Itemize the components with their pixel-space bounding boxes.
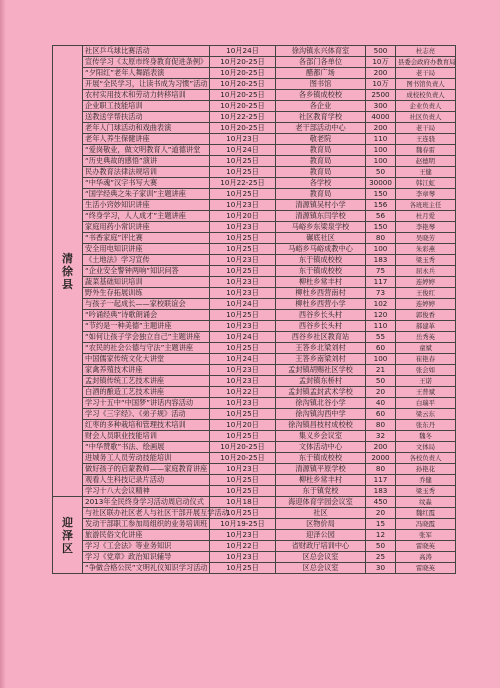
organizer-cell: 各校负责人 [396,453,456,464]
activity-cell: 宣传学习《太原市终身教育促进条例》 [83,57,210,68]
table-row [53,178,456,189]
activity-cell: “书香家庭”评比赛 [83,233,210,244]
count-cell: 15 [366,519,396,530]
activity-cell: “终身学习，人人成才”主题讲座 [83,211,210,222]
table-row [53,101,456,112]
count-cell: 183 [366,486,396,497]
organizer-cell: 县委会政府办教育局 [396,57,456,68]
count-cell: 100 [366,244,396,255]
table-row [53,167,456,178]
count-cell: 40 [366,398,396,409]
count-cell: 450 [366,497,396,508]
table-row [53,46,456,57]
time-cell: 10月24日 [210,299,276,310]
time-cell: 10月20-25日 [210,101,276,112]
place-cell: 东于镇党校 [276,486,366,497]
count-cell: 20 [366,387,396,398]
count-cell: 80 [366,420,396,431]
organizer-cell: 连婷婷 [396,277,456,288]
activity-cell: 学习十八大会议精神 [83,486,210,497]
organizer-cell: 杜月爱 [396,211,456,222]
table-row [53,321,456,332]
place-cell: 孟封镇东桥村 [276,376,366,387]
activity-cell: 野外生存拓展训练 [83,288,210,299]
table-row [53,79,456,90]
table-row [53,431,456,442]
activity-cell: “争做合格公民”文明礼仪知识学习活动 [83,563,210,574]
activity-cell: 中国儒家传统文化大讲堂 [83,354,210,365]
activity-cell: “爱岗敬业，做文明教育人”道德讲堂 [83,145,210,156]
activity-cell: 家禽养殖技术讲座 [83,365,210,376]
organizer-cell: 郝建革 [396,321,456,332]
activity-cell: 老年人养生保健讲座 [83,134,210,145]
place-cell: 徐沟镇北谷小学 [276,398,366,409]
count-cell: 55 [366,332,396,343]
activity-cell: 与孩子一起成长——家校联谊会 [83,299,210,310]
count-cell: 80 [366,233,396,244]
organizer-cell: 老干局 [396,68,456,79]
organizer-cell: 魏冬 [396,431,456,442]
time-cell: 10月25日 [210,266,276,277]
table-row [53,464,456,475]
count-cell: 150 [366,222,396,233]
organizer-cell: 白瑞平 [396,398,456,409]
table-row [53,189,456,200]
activity-cell: 社区乒乓球比赛活动 [83,46,210,57]
place-cell: 徐沟镇沟西中学 [276,409,366,420]
activity-cell: 进城务工人员劳动技能培训 [83,453,210,464]
time-cell: 10月25日 [210,167,276,178]
count-cell: 60 [366,343,396,354]
activity-cell: 老年人门球活动和戏曲表演 [83,123,210,134]
organizer-cell: 王俊红 [396,288,456,299]
count-cell: 500 [366,46,396,57]
organizer-cell: 张东丹 [396,420,456,431]
table-row [53,387,456,398]
place-cell: 迎泽公园 [276,530,366,541]
table-row [53,200,456,211]
count-cell: 102 [366,299,396,310]
place-cell: 柳杜乡常丰村 [276,475,366,486]
place-cell: 马峪乡马峪成教中心 [276,244,366,255]
count-cell: 100 [366,156,396,167]
activity-cell: 学习《工会法》等业务知识 [83,541,210,552]
place-cell: 王答乡南梁刘村 [276,354,366,365]
place-cell: 东于镇成校校 [276,255,366,266]
place-cell: 教育局 [276,189,366,200]
time-cell: 10月25日 [210,475,276,486]
count-cell: 30 [366,563,396,574]
organizer-cell: 王连骁 [396,134,456,145]
place-cell: 区物价局 [276,519,366,530]
time-cell: 10月23日 [210,398,276,409]
table-row [53,398,456,409]
count-cell: 4000 [366,112,396,123]
count-cell: 200 [366,68,396,79]
count-cell: 50 [366,541,396,552]
time-cell: 10月22日 [210,387,276,398]
time-cell: 10月23日 [210,255,276,266]
activity-cell: 学习十五中“中国梦”讲话内容活动 [83,398,210,409]
time-cell: 10月20日 [210,211,276,222]
activity-cell: “中华魂”汉字书写大赛 [83,178,210,189]
activity-cell: 观看人生科技记录片活动 [83,475,210,486]
table-row [53,563,456,574]
table-row [53,541,456,552]
place-cell: 区总会议室 [276,552,366,563]
place-cell: 清源镇东闫学校 [276,211,366,222]
time-cell: 10月25日 [210,310,276,321]
place-cell: 敬老院 [276,134,366,145]
place-cell: 柳杜乡常丰村 [276,277,366,288]
organizer-cell: 李章琴 [396,189,456,200]
count-cell: 20 [366,508,396,519]
time-cell: 10月22日 [210,541,276,552]
table-row [53,420,456,431]
table-row [53,475,456,486]
time-cell: 10月23日 [210,200,276,211]
activity-cell: 旅游民俗文化讲座 [83,530,210,541]
table-row [53,134,456,145]
place-cell: 文体活动中心 [276,442,366,453]
place-cell: 王答乡北梁刘村 [276,343,366,354]
organizer-cell: 魏春雷 [396,145,456,156]
table-row [53,310,456,321]
organizer-cell: 连婷婷 [396,299,456,310]
activity-cell: “历史典故的感悟”演讲 [83,156,210,167]
time-cell: 10月23日 [210,552,276,563]
place-cell: 各部门各单位 [276,57,366,68]
count-cell: 75 [366,266,396,277]
place-cell: 老干部活动中心 [276,123,366,134]
count-cell: 2000 [366,453,396,464]
count-cell: 56 [366,211,396,222]
time-cell: 10月23日 [210,277,276,288]
count-cell: 73 [366,288,396,299]
count-cell: 60 [366,409,396,420]
count-cell: 200 [366,123,396,134]
table-row [53,90,456,101]
table-row [53,376,456,387]
activity-cell: 生活小窍妙知识讲座 [83,200,210,211]
table-row [53,233,456,244]
activity-cell: 2013年全民终身学习活动周启动仪式 [83,497,210,508]
table-row [53,277,456,288]
organizer-cell: 朱彩燕 [396,244,456,255]
activity-cell: “企业安全警钟两响”知识问答 [83,266,210,277]
place-cell: 马峪乡东梁泉学校 [276,222,366,233]
place-cell: 图书馆 [276,79,366,90]
activity-cell: 学习《三字经》、《弟子规》活动 [83,409,210,420]
activity-cell: 学习《党章》政治知识辅导 [83,552,210,563]
table-row [53,442,456,453]
activity-cell: 与社区联办社区老人与社区干部开展互学活动 [83,508,210,519]
activity-cell: 安全用电知识讲座 [83,244,210,255]
activity-cell: 做好孩子的启蒙教师——家庭教育讲座 [83,464,210,475]
organizer-cell: 童斌 [396,343,456,354]
time-cell: 10月22-25日 [210,178,276,189]
table-row [53,552,456,563]
table-row [53,365,456,376]
organizer-cell: 韩江虹 [396,178,456,189]
time-cell: 10月19-25日 [210,519,276,530]
count-cell: 25 [366,552,396,563]
table-row [53,354,456,365]
time-cell: 10月20日 [210,420,276,431]
count-cell: 117 [366,475,396,486]
time-cell: 10月23日 [210,365,276,376]
time-cell: 10月23日 [210,321,276,332]
table-row [53,409,456,420]
organizer-cell: 企业负责人 [396,101,456,112]
time-cell: 10月25日 [210,189,276,200]
organizer-cell: 雷晓英 [396,541,456,552]
count-cell: 117 [366,277,396,288]
time-cell: 10月24日 [210,332,276,343]
activity-cell: “吟诵经典”诗歌朗诵会 [83,310,210,321]
count-cell: 100 [366,354,396,365]
count-cell: 30000 [366,178,396,189]
place-cell: 碾底社区 [276,233,366,244]
organizer-cell: 王普斌 [396,387,456,398]
time-cell: 10月20-25日 [210,57,276,68]
activity-cell: 开展“全民学习，让读书成为习惯”活动 [83,79,210,90]
activity-cell: 白酒的酿造工艺技术讲座 [83,387,210,398]
count-cell: 10万 [366,79,396,90]
organizer-cell: 崔艳春 [396,354,456,365]
region-cell: 清徐县 [53,46,83,497]
organizer-cell: 王诺 [396,376,456,387]
time-cell: 10月25日 [210,431,276,442]
activity-cell: 孟封镇传统工艺技术讲座 [83,376,210,387]
organizer-cell: 张军 [396,530,456,541]
organizer-cell: 文体局 [396,442,456,453]
place-cell: 教育局 [276,145,366,156]
organizer-cell: 纹淼 [396,497,456,508]
table-row [53,299,456,310]
time-cell: 10月25日 [210,233,276,244]
table-row [53,497,456,508]
time-cell: 10月25日 [210,508,276,519]
table-row [53,211,456,222]
table-row [53,57,456,68]
activity-cell: “节约是一种美德”主题讲座 [83,321,210,332]
activity-cell: “农民的社会公德与守法”主题讲座 [83,343,210,354]
organizer-cell: 吴晓芳 [396,233,456,244]
page-edge [0,0,6,688]
place-cell: 区总会议室 [276,563,366,574]
count-cell: 120 [366,310,396,321]
time-cell: 10月24日 [210,354,276,365]
time-cell: 10月23日 [210,530,276,541]
place-cell: 西谷乡社区教育站 [276,332,366,343]
organizer-cell: 各班班主任 [396,200,456,211]
table-row [53,68,456,79]
place-cell: 海迎体育学园会议室 [276,497,366,508]
organizer-cell: 梁玉秀 [396,255,456,266]
count-cell: 10万 [366,57,396,68]
place-cell: 省财政厅培训中心 [276,541,366,552]
table-row [53,244,456,255]
table-row [53,508,456,519]
count-cell: 50 [366,376,396,387]
organizer-cell: 屈永兵 [396,266,456,277]
activity-cell: “如何让孩子学会独立自己”主题讲座 [83,332,210,343]
activity-cell: “中华赞歌”书法、绘画展 [83,442,210,453]
organizer-cell: 张会如 [396,365,456,376]
place-cell: 东于镇成校校 [276,453,366,464]
count-cell: 156 [366,200,396,211]
organizer-cell: 赵德明 [396,156,456,167]
count-cell: 200 [366,442,396,453]
organizer-cell: 乔健 [396,475,456,486]
organizer-cell: 魏红霞 [396,508,456,519]
time-cell: 10月25日 [210,563,276,574]
place-cell: 教育局 [276,156,366,167]
organizer-cell: 岳秀英 [396,332,456,343]
organizer-cell: 老干局 [396,123,456,134]
place-cell: 徐沟镇昌枝村成校校 [276,420,366,431]
place-cell: 醋都广场 [276,68,366,79]
table-row [53,343,456,354]
place-cell: 社区教育学校 [276,112,366,123]
table-row [53,123,456,134]
place-cell: 各学校 [276,178,366,189]
organizer-cell: 孙艳花 [396,464,456,475]
count-cell: 110 [366,321,396,332]
time-cell: 10月25日 [210,486,276,497]
time-cell: 10月20-25日 [210,442,276,453]
table-row [53,145,456,156]
count-cell: 100 [366,145,396,156]
time-cell: 10月20-25日 [210,79,276,90]
count-cell: 110 [366,134,396,145]
time-cell: 10月25日 [210,409,276,420]
count-cell: 183 [366,255,396,266]
organizer-cell: 郭俊香 [396,310,456,321]
organizer-cell: 梁云东 [396,409,456,420]
table-row [53,332,456,343]
table-row [53,530,456,541]
count-cell: 80 [366,464,396,475]
time-cell: 10月25日 [210,244,276,255]
count-cell: 12 [366,530,396,541]
region-cell: 迎泽区 [53,497,83,574]
table-row [53,255,456,266]
time-cell: 10月24日 [210,46,276,57]
activity-cell: 发动干部职工参加局组织的业务培训班 [83,519,210,530]
organizer-cell: 李艳琴 [396,222,456,233]
place-cell: 教育局 [276,167,366,178]
time-cell: 10月25日 [210,156,276,167]
time-cell: 10月20-25日 [210,453,276,464]
place-cell: 徐沟镇永兴体育室 [276,46,366,57]
organizer-cell: 杜志亮 [396,46,456,57]
table-row [53,266,456,277]
organizer-cell: 梁玉秀 [396,486,456,497]
count-cell: 50 [366,167,396,178]
table-row [53,222,456,233]
place-cell: 清源镇吴村小学 [276,200,366,211]
place-cell: 各乡镇成校校 [276,90,366,101]
activity-cell: 财会人员职业技能培训 [83,431,210,442]
table-row [53,519,456,530]
time-cell: 10月22-25日 [210,112,276,123]
activity-cell: “夕阳红”老年人舞蹈表演 [83,68,210,79]
time-cell: 10月20-25日 [210,90,276,101]
activity-cell: 农村实用技术和劳动力转移培训 [83,90,210,101]
place-cell: 西谷乡长头村 [276,321,366,332]
count-cell: 2500 [366,90,396,101]
activity-cell: “国学经典之朱子家训”主题讲座 [83,189,210,200]
organizer-cell: 王健 [396,167,456,178]
table-row [53,112,456,123]
time-cell: 10月24日 [210,145,276,156]
place-cell: 孟封镇孟封武术学校 [276,387,366,398]
organizer-cell: 社区负责人 [396,112,456,123]
table-row [53,288,456,299]
activity-cell: 送教送学帮扶活动 [83,112,210,123]
activity-cell: 《土地法》学习宣传 [83,255,210,266]
count-cell: 300 [366,101,396,112]
count-cell: 21 [366,365,396,376]
organizer-cell: 成校校负责人 [396,90,456,101]
activity-table-sheet [52,45,455,641]
time-cell: 10月23日 [210,464,276,475]
time-cell: 10月23日 [210,376,276,387]
activity-cell: 民办教育法律法规培训 [83,167,210,178]
time-cell: 10月25日 [210,343,276,354]
activity-cell: 蔬菜基础知识培训 [83,277,210,288]
place-cell: 西谷乡长头村 [276,310,366,321]
place-cell: 清源镇平原学校 [276,464,366,475]
place-cell: 孟封镇胡赐社区学校 [276,365,366,376]
place-cell: 各企业 [276,101,366,112]
count-cell: 150 [366,189,396,200]
place-cell: 柳杜乡西营南村 [276,288,366,299]
time-cell: 10月20-25日 [210,68,276,79]
organizer-cell: 冯晓霞 [396,519,456,530]
activity-table [52,45,456,574]
time-cell: 10月23日 [210,288,276,299]
organizer-cell: 图书馆负责人 [396,79,456,90]
table-row [53,156,456,167]
table-row [53,486,456,497]
place-cell: 柳杜乡西营小学 [276,299,366,310]
table-row [53,453,456,464]
time-cell: 10月23日 [210,222,276,233]
organizer-cell: 雷晓英 [396,563,456,574]
place-cell: 集义乡会议室 [276,431,366,442]
time-cell: 10月23日 [210,134,276,145]
place-cell: 东于镇成校校 [276,266,366,277]
place-cell: 社区 [276,508,366,519]
activity-cell: 红枣的多种栽培和管理技术培训 [83,420,210,431]
activity-cell: 企业职工技能培训 [83,101,210,112]
time-cell: 10月18日 [210,497,276,508]
count-cell: 32 [366,431,396,442]
activity-cell: 家庭用药小常识讲座 [83,222,210,233]
time-cell: 10月20-25日 [210,123,276,134]
organizer-cell: 高涛 [396,552,456,563]
